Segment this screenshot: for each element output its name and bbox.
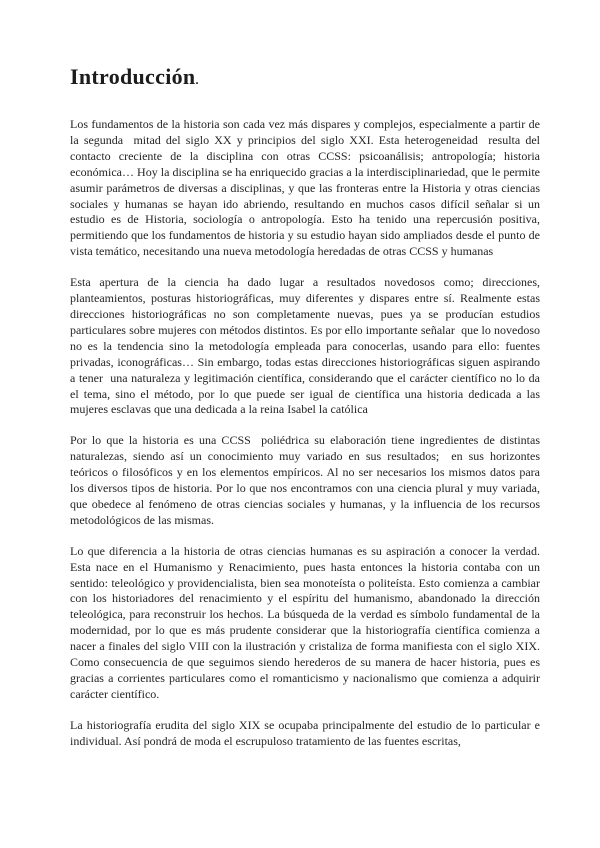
paragraph-4: Lo que diferencia a la historia de otras ciencias humanas es su aspiración a conocer la verdad. Esta nace en el Humanismo y Renacimiento, pues hasta entonces la historia contaba con un sentido: teleológico y providencialista, bien sea monoteísta o politeísta. Esto comienza a cambiar con los historiadores del renacimiento y el espíritu del humanismo, abandonado la dirección teleológica, para reconstruir los hechos. La búsqueda de la verdad es símbolo fundamental de la modernidad, por lo que es más prudente considerar que la historiografía científica comienza a nacer a finales del siglo VIII con la ilustración y cristaliza de forma manifiesta con el siglo XIX. Como consecuencia de que seguimos siendo herederos de su manera de hacer historia, pues es gracias a corrientes particulares como el romanticismo y nacionalismo que comienza a adquirir carácter científico. [70,543,543,701]
page-title-period: . [195,73,199,87]
page-title-text: Introducción [70,64,196,89]
page-title [70,64,540,93]
paragraph-1: Los fundamentos de la historia son cada vez más dispares y complejos, especialmente a partir de la segunda mitad del siglo XX y principios del siglo XXI. Esta heterogeneidad resulta del contacto creciente de la disciplina con otras CCSS: psicoanálisis; antropología; historia económica… Hoy la disciplina se ha enriquecido gracias a la interdisciplinariedad, que le permite asumir parámetros de diversas a disciplinas, y que las fronteras entre la Historia y otras ciencias sociales y humanas se hayan ido abriendo, resultando en muchos casos difícil señalar si un estudio es de Historia, sociología o antropología. Esto ha tenido una repercusión positiva, permitiendo que los fundamentos de historia y su estudio hayan sido ampliados desde el punto de vista temático, necesitando una nueva metodología heredadas de otras CCSS y humanas [70,117,543,259]
paragraph-2: Esta apertura de la ciencia ha dado lugar a resultados novedosos como; direcciones, planteamientos, posturas historiográficas, muy diferentes y dispares entre sí. Realmente estas direcciones historiográficas no son completamente nuevas, pues ya se producían estudios particulares sobre mujeres con métodos distintos. Es por ello importante señalar que lo novedoso no es la tendencia sino la metodología empleada para conocerlas, usando para ello: fuentes privadas, iconográficas… Sin embargo, todas estas direcciones historiográficas siguen aspirando a tener una naturaleza y legitimación científica, considerando que el carácter científico no lo da el tema, sino el método, por lo que puede ser igual de científica una historia dedicada a las mujeres esclavas que una dedicada a la reina Isabel la católica [70,275,543,417]
paragraph-5: La historiografía erudita del siglo XIX se ocupaba principalmente del estudio de lo particular e individual. Así pondrá de moda el escrupuloso tratamiento de las fuentes escritas, [70,717,543,748]
paragraph-3: Por lo que la historia es una CCSS poliédrica su elaboración tiene ingredientes de distintas naturalezas, siendo así un conocimiento muy variado en sus resultados; en sus horizontes teóricos o filosóficos y en los elementos empíricos. Al no ser necesarios los mismos datos para los diversos tipos de historia. Por lo que nos encontramos con una ciencia plural y muy variada, que obedece al fenómeno de otras ciencias sociales y humanas, y la influencia de los recursos metodológicos de las mismas. [70,433,543,527]
